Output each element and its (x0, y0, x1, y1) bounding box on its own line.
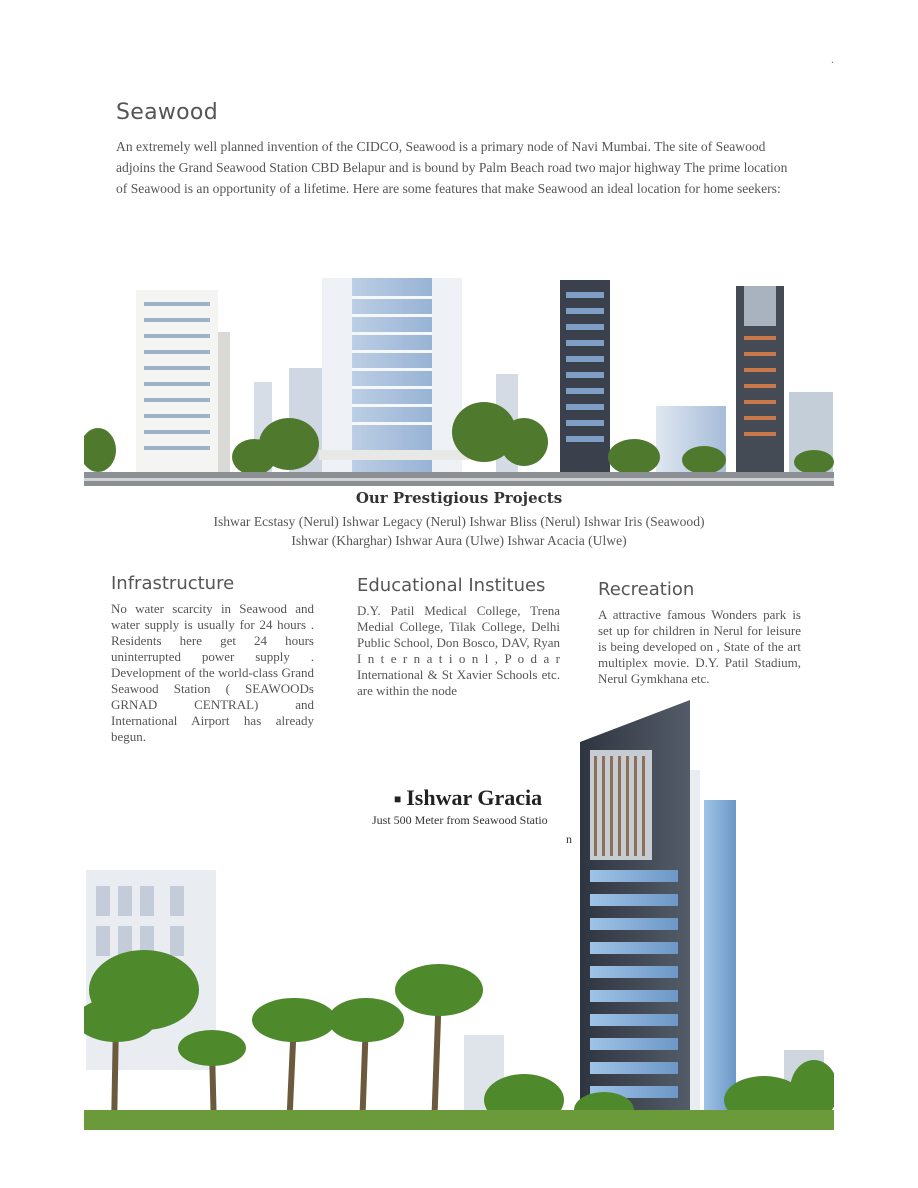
featured-project-image (84, 690, 834, 1130)
infrastructure-text: No water scarcity in Seawood and water supply is usually for 24 hours . Residents here get 24 hours uninterrupted power supply . Development of the world-class Grand Seawood Station ( SEAWOODs GRNAD CENTRAL) and International Airport has already begun. (111, 601, 314, 744)
projects-line-2: Ishwar (Kharghar) Ishwar Aura (Ulwe) Ishwar Acacia (Ulwe) (291, 533, 627, 548)
education-heading: Educational Institues (357, 575, 546, 596)
featured-project-subtitle: Just 500 Meter from Seawood Statio (372, 813, 548, 827)
page-title: Seawood (116, 100, 218, 125)
corner-mark: . (831, 52, 834, 66)
featured-project-name: Ishwar Gracia (406, 785, 543, 810)
recreation-heading: Recreation (598, 579, 695, 600)
education-text: D.Y. Patil Medical College, Trena Medial College, Tilak College, Delhi Public School, Don Bosco, DAV, Ryan I n t e r n a t i o n l , P o d a r International & St Xavier Schools etc. are within the node (357, 603, 560, 698)
infrastructure-heading: Infrastructure (111, 573, 235, 594)
projects-line-1: Ishwar Ecstasy (Nerul) Ishwar Legacy (Nerul) Ishwar Bliss (Nerul) Ishwar Iris (Seawood) (213, 514, 705, 529)
skyline-banner-image (84, 272, 834, 486)
featured-project-subtitle-tail: n (566, 832, 572, 846)
recreation-text: A attractive famous Wonders park is set up for children in Nerul for leisure is being developed on , State of the art multiplex movie. D.Y. Patil Stadium, Nerul Gymkhana etc. (598, 607, 801, 686)
featured-project-title (394, 785, 542, 811)
projects-title: Our Prestigious Projects (355, 489, 563, 507)
bullet-icon: ■ (394, 792, 402, 807)
intro-paragraph: An extremely well planned invention of the CIDCO, Seawood is a primary node of Navi Mumbai. The site of Seawood adjoins the Grand Seawood Station CBD Belapur and is bound by Palm Beach road two major highway The prime location of Seawood is an opportunity of a lifetime. Here are some features that make Seawood an ideal location for home seekers: (116, 139, 788, 196)
